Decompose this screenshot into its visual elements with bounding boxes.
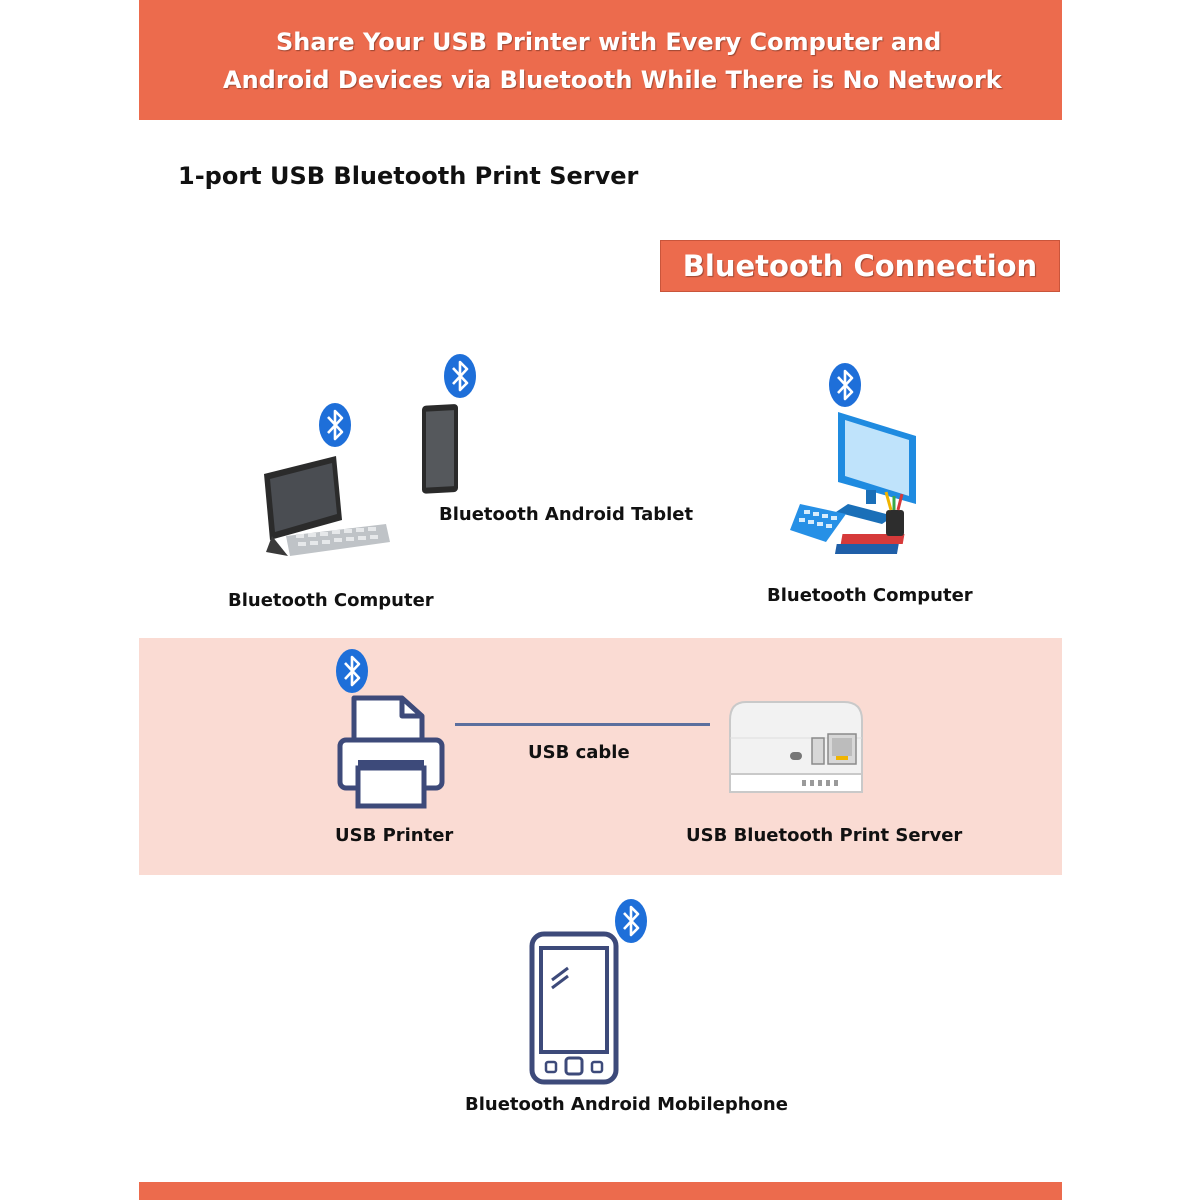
cable-label: USB cable xyxy=(528,742,630,763)
laptop-label: Bluetooth Computer xyxy=(228,590,434,611)
printer-icon xyxy=(336,694,446,810)
desktop-computer-icon xyxy=(790,412,930,567)
tablet-label: Bluetooth Android Tablet xyxy=(439,504,694,525)
mobile-phone-icon xyxy=(528,930,620,1086)
section-badge-label: Bluetooth Connection xyxy=(682,249,1038,283)
product-title: 1-port USB Bluetooth Print Server xyxy=(178,162,639,190)
bluetooth-icon xyxy=(335,648,369,694)
header-line-1: Share Your USB Printer with Every Computer and xyxy=(276,28,942,56)
section-badge xyxy=(660,240,1060,292)
footer-bar xyxy=(139,1182,1062,1200)
desktop-label: Bluetooth Computer xyxy=(767,585,973,606)
usb-cable-line xyxy=(455,723,710,726)
bluetooth-icon xyxy=(443,353,477,399)
bluetooth-icon xyxy=(828,362,862,408)
laptop-icon xyxy=(258,452,393,570)
header-banner xyxy=(139,0,1062,120)
bluetooth-icon xyxy=(318,402,352,448)
phone-label: Bluetooth Android Mobilephone xyxy=(465,1094,788,1115)
printer-label: USB Printer xyxy=(335,825,454,846)
server-label: USB Bluetooth Print Server xyxy=(686,825,963,846)
header-line-2: Android Devices via Bluetooth While There is No Network xyxy=(223,66,1002,94)
tablet-icon xyxy=(418,402,462,494)
print-server-icon xyxy=(726,696,866,798)
